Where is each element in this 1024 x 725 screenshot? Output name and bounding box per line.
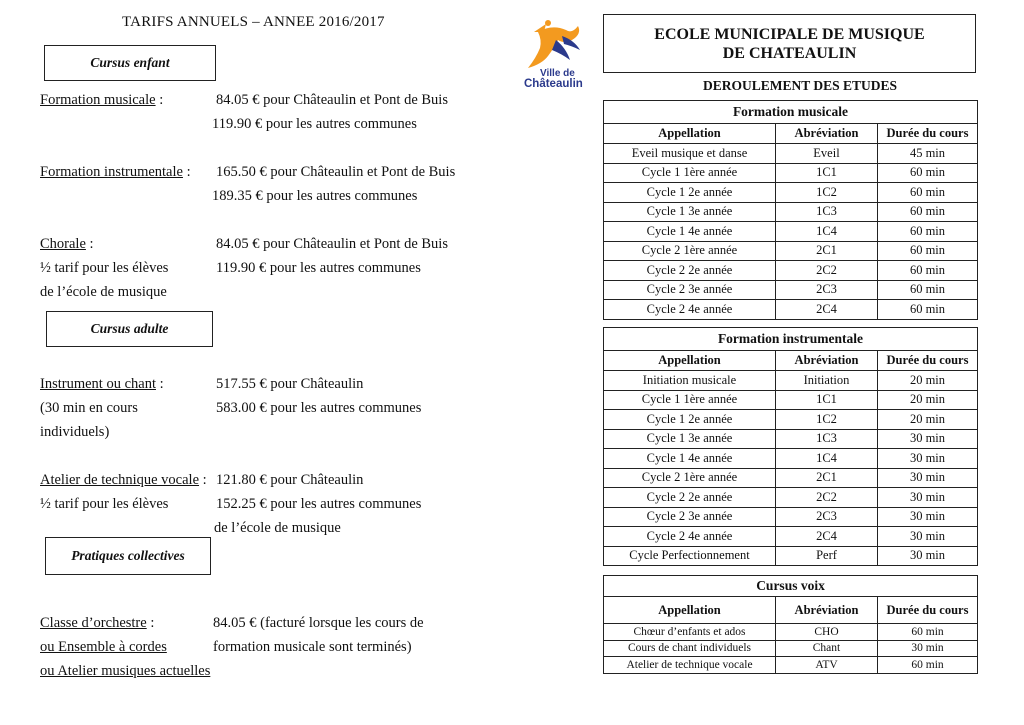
table-row <box>604 261 978 281</box>
table-row <box>604 222 978 242</box>
table-row <box>604 144 978 164</box>
cell-abreviation: 1C2 <box>776 183 878 203</box>
cell-abreviation: 1C2 <box>776 410 878 430</box>
cell-abreviation: 2C4 <box>776 300 878 320</box>
cell-abreviation: 1C4 <box>776 449 878 469</box>
cell-duree: 30 min <box>878 546 978 566</box>
col-header-duree: Durée du cours <box>878 124 978 144</box>
ic-price-2: 583.00 € pour les autres communes <box>216 400 422 416</box>
atv-price-3: de l’école de musique <box>214 520 341 536</box>
fm-price-1: 84.05 € pour Châteaulin et Pont de Buis <box>216 92 448 108</box>
cell-appellation: Cycle 2 4e année <box>604 300 776 320</box>
cell-duree: 45 min <box>878 144 978 164</box>
cell-appellation: Atelier de technique vocale <box>604 657 776 674</box>
cell-appellation: Cycle 2 3e année <box>604 280 776 300</box>
school-name-box <box>603 14 976 73</box>
table-row <box>604 183 978 203</box>
table-row <box>604 527 978 547</box>
table-row <box>604 280 978 300</box>
cell-duree: 20 min <box>878 371 978 391</box>
cell-abreviation: Eveil <box>776 144 878 164</box>
cell-abreviation: 2C2 <box>776 488 878 508</box>
cell-appellation: Cycle 1 2e année <box>604 410 776 430</box>
cell-abreviation: CHO <box>776 624 878 641</box>
co-label-2: ou Ensemble à cordes <box>40 639 167 655</box>
cell-duree: 20 min <box>878 410 978 430</box>
table-row <box>604 640 978 657</box>
ch-price-2: 119.90 € pour les autres communes <box>216 260 421 276</box>
cell-appellation: Cycle 1 1ère année <box>604 163 776 183</box>
ch-note-2: de l’école de musique <box>40 284 167 300</box>
logo-figure-icon <box>522 18 592 70</box>
cell-appellation: Cycle 2 1ère année <box>604 468 776 488</box>
school-name-line-1: ECOLE MUNICIPALE DE MUSIQUE <box>654 25 925 43</box>
fm-price-2: 119.90 € pour les autres communes <box>212 116 417 132</box>
cell-duree: 30 min <box>878 449 978 469</box>
cell-appellation: Cycle Perfectionnement <box>604 546 776 566</box>
table-row <box>604 429 978 449</box>
fi-price-1: 165.50 € pour Châteaulin et Pont de Buis <box>216 164 456 180</box>
ic-note-2: individuels) <box>40 424 110 440</box>
atv-note-1: ½ tarif pour les élèves <box>40 496 169 512</box>
table-row <box>604 390 978 410</box>
table-row <box>604 507 978 527</box>
cell-abreviation: Chant <box>776 640 878 657</box>
table-row <box>604 488 978 508</box>
cell-duree: 30 min <box>878 507 978 527</box>
cell-abreviation: 1C1 <box>776 163 878 183</box>
ic-note-1: (30 min en cours <box>40 400 138 416</box>
fm-colon: : <box>155 92 164 108</box>
col-header-duree: Durée du cours <box>878 597 978 624</box>
cell-appellation: Initiation musicale <box>604 371 776 391</box>
ic-label-line <box>40 376 164 393</box>
table-title: Formation musicale <box>604 101 978 124</box>
ic-colon: : <box>155 376 164 392</box>
cell-abreviation: 2C3 <box>776 507 878 527</box>
cell-duree: 60 min <box>878 163 978 183</box>
section-cursus-adulte: Cursus adulte <box>46 311 213 347</box>
ic-price-1: 517.55 € pour Châteaulin <box>216 376 364 392</box>
cell-abreviation: Perf <box>776 546 878 566</box>
cell-appellation: Chœur d’enfants et ados <box>604 624 776 641</box>
section-subtitle: DEROULEMENT DES ETUDES <box>703 78 898 93</box>
fm-label-line <box>40 92 163 109</box>
fm-label: Formation musicale <box>40 92 156 108</box>
page-title: TARIFS ANNUELS – ANNEE 2016/2017 <box>122 14 385 30</box>
fi-price-2: 189.35 € pour les autres communes <box>212 188 418 204</box>
col-header-appellation: Appellation <box>604 124 776 144</box>
table-row <box>604 410 978 430</box>
co-price-2: formation musicale sont terminés) <box>213 639 412 655</box>
cell-appellation: Cycle 1 1ère année <box>604 390 776 410</box>
cell-appellation: Cycle 1 3e année <box>604 202 776 222</box>
cell-abreviation: 2C1 <box>776 241 878 261</box>
cell-abreviation: 2C1 <box>776 468 878 488</box>
col-header-abreviation: Abréviation <box>776 351 878 371</box>
cell-duree: 60 min <box>878 300 978 320</box>
table-formation-instrumentale <box>603 327 978 566</box>
school-name-line-2: DE CHATEAULIN <box>722 44 857 62</box>
cell-appellation: Cycle 2 3e année <box>604 507 776 527</box>
table-row <box>604 202 978 222</box>
ch-label-line <box>40 236 94 253</box>
table-row <box>604 449 978 469</box>
cell-duree: 30 min <box>878 527 978 547</box>
co-price-1: 84.05 € (facturé lorsque les cours de <box>213 615 424 631</box>
cell-appellation: Cycle 1 4e année <box>604 449 776 469</box>
logo-line-2: Châteaulin <box>524 78 583 90</box>
cell-abreviation: 2C3 <box>776 280 878 300</box>
col-header-appellation: Appellation <box>604 351 776 371</box>
cell-abreviation: 1C3 <box>776 429 878 449</box>
table-row <box>604 163 978 183</box>
cell-abreviation: 2C4 <box>776 527 878 547</box>
cell-duree: 30 min <box>878 468 978 488</box>
atv-label-line <box>40 472 207 489</box>
table-formation-musicale <box>603 100 978 320</box>
cell-duree: 30 min <box>878 488 978 508</box>
ch-label: Chorale <box>40 236 86 252</box>
table-row <box>604 371 978 391</box>
cell-abreviation: 2C2 <box>776 261 878 281</box>
co-colon: : <box>146 615 155 631</box>
ch-note-1: ½ tarif pour les élèves <box>40 260 169 276</box>
cell-appellation: Eveil musique et danse <box>604 144 776 164</box>
cell-appellation: Cours de chant individuels <box>604 640 776 657</box>
cell-appellation: Cycle 1 3e année <box>604 429 776 449</box>
table-title: Formation instrumentale <box>604 328 978 351</box>
cell-abreviation: 1C3 <box>776 202 878 222</box>
section-pratiques-collectives: Pratiques collectives <box>45 537 211 575</box>
table-row <box>604 624 978 641</box>
table-row <box>604 468 978 488</box>
cell-duree: 30 min <box>878 640 978 657</box>
cell-abreviation: 1C4 <box>776 222 878 242</box>
cell-duree: 60 min <box>878 183 978 203</box>
col-header-appellation: Appellation <box>604 597 776 624</box>
cell-abreviation: ATV <box>776 657 878 674</box>
col-header-abreviation: Abréviation <box>776 124 878 144</box>
fi-label: Formation instrumentale <box>40 164 183 180</box>
cell-duree: 20 min <box>878 390 978 410</box>
co-label-line-1 <box>40 615 154 632</box>
ic-label: Instrument ou chant <box>40 376 156 392</box>
cell-appellation: Cycle 1 2e année <box>604 183 776 203</box>
section-cursus-enfant: Cursus enfant <box>44 45 216 81</box>
cell-abreviation: Initiation <box>776 371 878 391</box>
cell-appellation: Cycle 2 4e année <box>604 527 776 547</box>
col-header-duree: Durée du cours <box>878 351 978 371</box>
table-row <box>604 657 978 674</box>
atv-label: Atelier de technique vocale <box>40 472 200 488</box>
atv-price-2: 152.25 € pour les autres communes <box>216 496 422 512</box>
atv-price-1: 121.80 € pour Châteaulin <box>216 472 364 488</box>
fi-label-line <box>40 164 191 181</box>
cell-appellation: Cycle 2 2e année <box>604 488 776 508</box>
atv-colon: : <box>199 472 207 488</box>
co-label-3: ou Atelier musiques actuelles <box>40 663 211 679</box>
co-label-1: Classe d’orchestre <box>40 615 147 631</box>
ch-price-1: 84.05 € pour Châteaulin et Pont de Buis <box>216 236 448 252</box>
cell-duree: 60 min <box>878 280 978 300</box>
fi-colon: : <box>182 164 191 180</box>
cell-duree: 60 min <box>878 202 978 222</box>
cell-duree: 60 min <box>878 261 978 281</box>
chateaulin-logo <box>522 18 592 90</box>
table-title: Cursus voix <box>604 576 978 597</box>
cell-duree: 60 min <box>878 241 978 261</box>
ch-colon: : <box>85 236 94 252</box>
cell-duree: 30 min <box>878 429 978 449</box>
cell-duree: 60 min <box>878 624 978 641</box>
cell-appellation: Cycle 1 4e année <box>604 222 776 242</box>
cell-duree: 60 min <box>878 657 978 674</box>
cell-appellation: Cycle 2 2e année <box>604 261 776 281</box>
table-cursus-voix <box>603 575 978 674</box>
table-row <box>604 300 978 320</box>
table-row <box>604 241 978 261</box>
table-row <box>604 546 978 566</box>
cell-abreviation: 1C1 <box>776 390 878 410</box>
logo-line-1: Ville de <box>540 68 575 79</box>
cell-duree: 60 min <box>878 222 978 242</box>
col-header-abreviation: Abréviation <box>776 597 878 624</box>
cell-appellation: Cycle 2 1ère année <box>604 241 776 261</box>
